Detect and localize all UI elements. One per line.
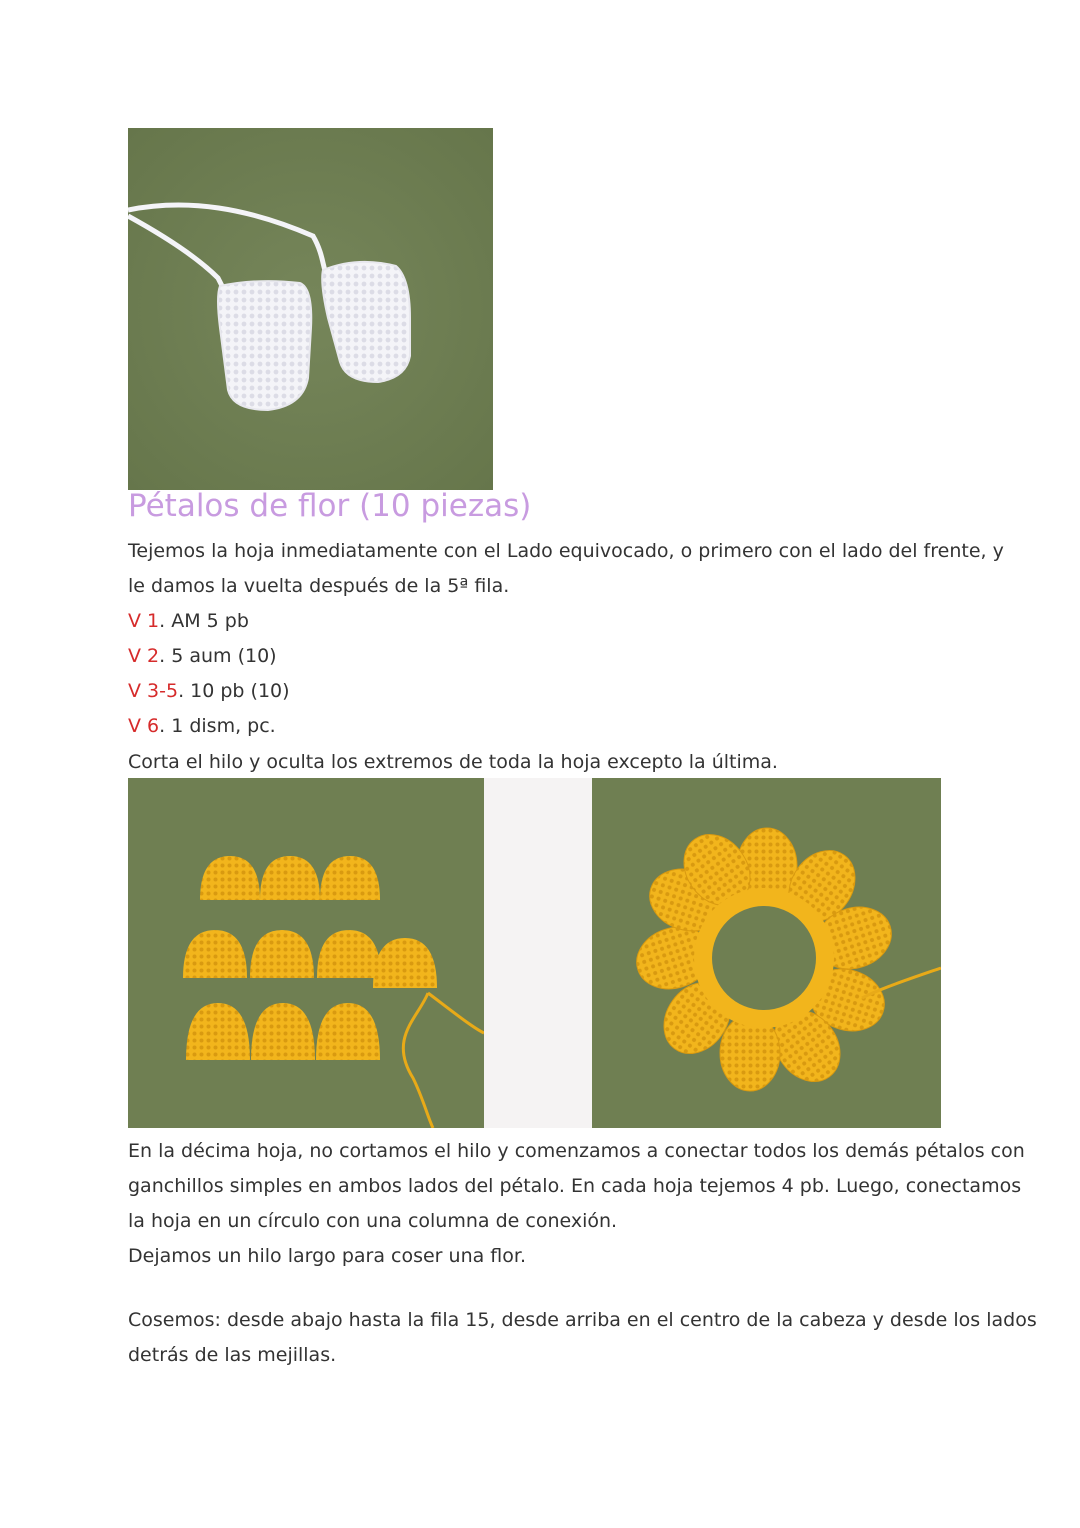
watermark-strip xyxy=(484,778,592,1128)
pattern-row-3 xyxy=(128,674,290,709)
intro-line-1: Tejemos la hoja inmediatamente con el Lado equivocado, o primero con el lado del frente, y xyxy=(128,540,1004,562)
pattern-row-1 xyxy=(128,604,249,639)
row-label: V 2 xyxy=(128,645,160,667)
intro-line-2: le damos la vuelta después de la 5ª fila. xyxy=(128,575,510,597)
after-rows-text: Corta el hilo y oculta los extremos de toda la hoja excepto la última. xyxy=(128,751,778,773)
row-text: . AM 5 pb xyxy=(159,610,249,632)
petals-photo xyxy=(128,778,484,1128)
para1-line-2: ganchillos simples en ambos lados del pétalo. En cada hoja tejemos 4 pb. Luego, conectamos xyxy=(128,1175,1022,1197)
para1-line-1: En la décima hoja, no cortamos el hilo y comenzamos a conectar todos los demás pétalos con xyxy=(128,1140,1025,1162)
para1-line-4: Dejamos un hilo largo para coser una flor. xyxy=(128,1245,526,1267)
top-photo xyxy=(128,128,493,490)
pattern-row-4 xyxy=(128,709,276,744)
para2-line-2: detrás de las mejillas. xyxy=(128,1344,337,1366)
row-label: V 1 xyxy=(128,610,160,632)
section-title: Pétalos de flor (10 piezas) xyxy=(128,488,532,524)
para1-line-3: la hoja en un círculo con una columna de conexión. xyxy=(128,1210,618,1232)
row-text: . 1 dism, pc. xyxy=(159,715,276,737)
pattern-row-2 xyxy=(128,639,277,674)
flower-photo xyxy=(592,778,941,1128)
row-text: . 5 aum (10) xyxy=(159,645,277,667)
row-label: V 3-5 xyxy=(128,680,179,702)
para2-line-1: Cosemos: desde abajo hasta la fila 15, desde arriba en el centro de la cabeza y desde los lados xyxy=(128,1309,1037,1331)
row-text: . 10 pb (10) xyxy=(178,680,290,702)
row-label: V 6 xyxy=(128,715,160,737)
